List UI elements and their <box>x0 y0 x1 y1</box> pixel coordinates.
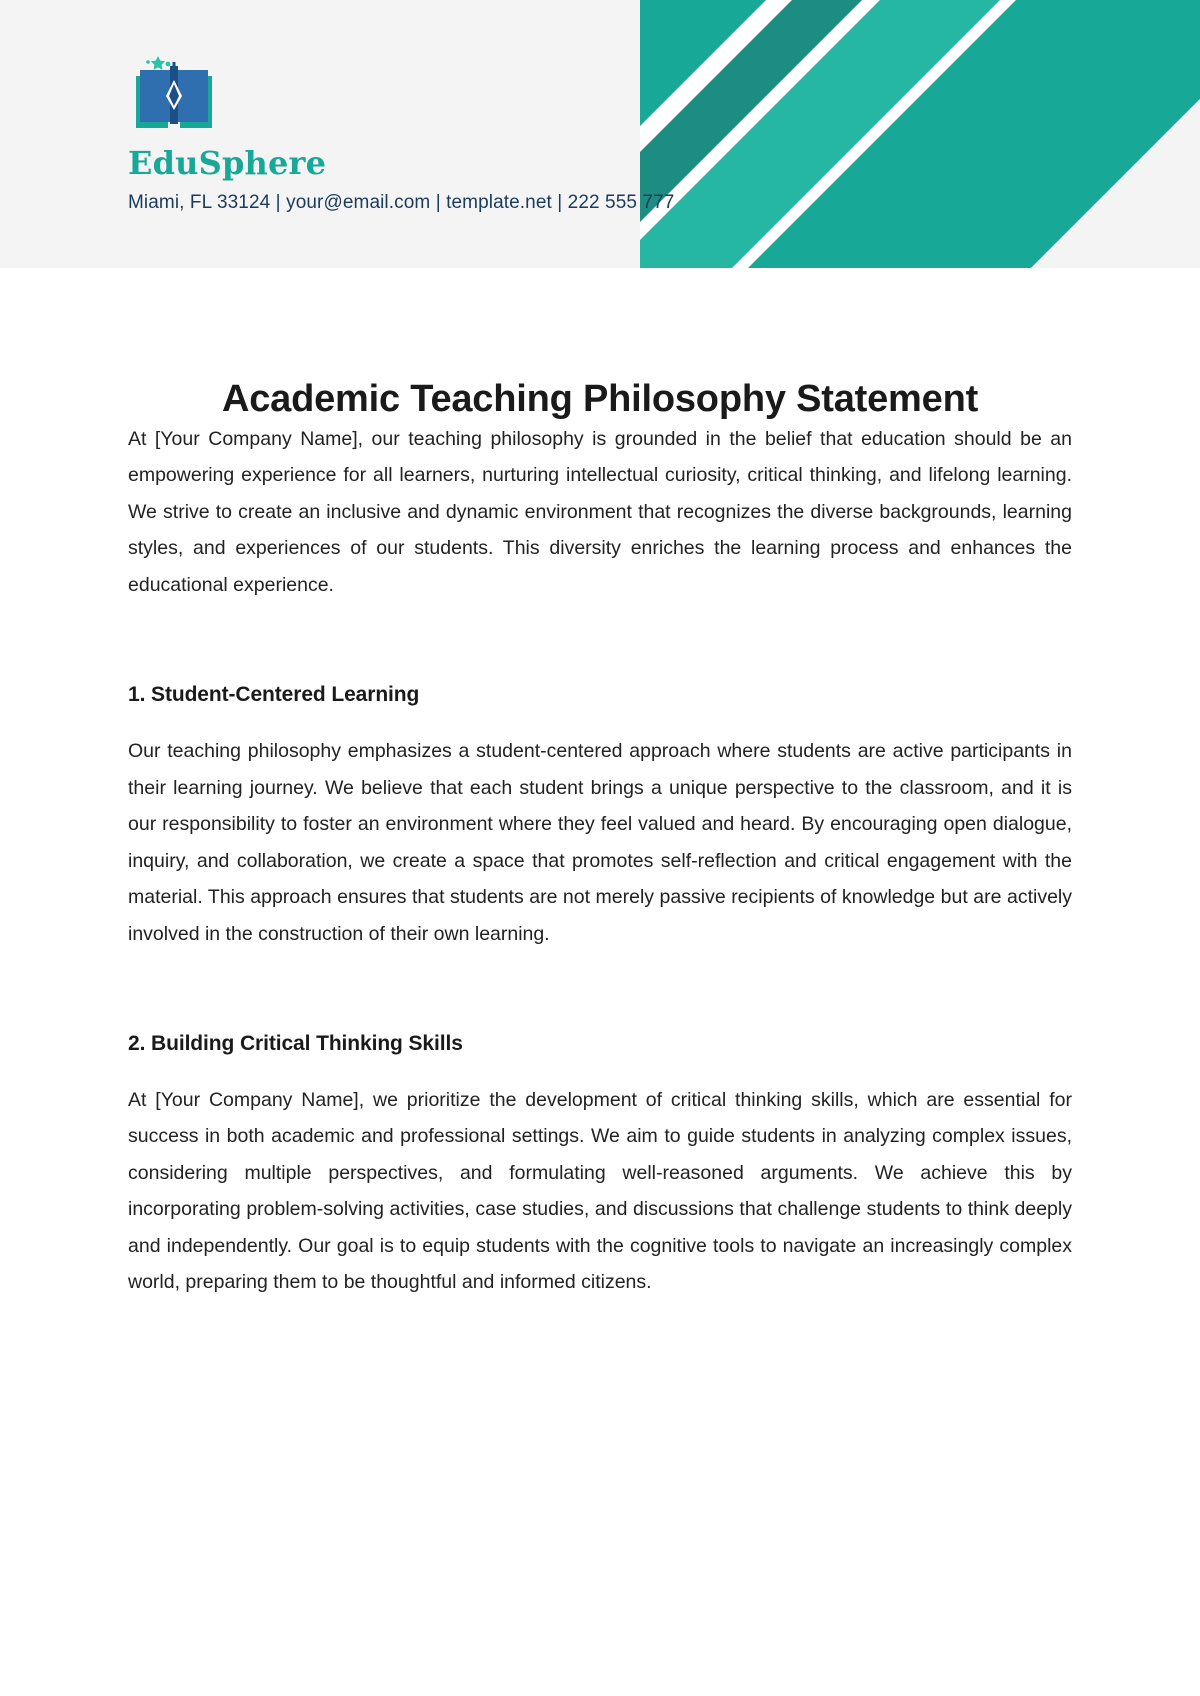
intro-paragraph: At [Your Company Name], our teaching philosophy is grounded in the belief that education should be an empowering experience for all learners, nurturing intellectual curiosity, critical thinking, and lifelong learning. We strive to create an inclusive and dynamic environment that recognizes the diverse backgrounds, learning styles, and experiences of our students. This diversity enriches the learning process and enhances the educational experience. <box>128 428 1072 596</box>
section-heading: 2. Building Critical Thinking Skills <box>128 1031 463 1055</box>
open-book-with-pen-icon <box>128 52 220 138</box>
brand-block <box>128 52 674 214</box>
brand-contact-line: Miami, FL 33124 | your@email.com | template.net | 222 555 777 <box>128 192 675 213</box>
section-heading: 1. Student-Centered Learning <box>128 683 420 707</box>
section-body: At [Your Company Name], we prioritize the development of critical thinking skills, which are essential for success in both academic and professional settings. We aim to guide students in analyzing complex issues, considering multiple perspectives, and formulating well-reasoned arguments. We achieve this by incorporating problem-solving activities, case studies, and discussions that challenge students to think deeply and independently. Our goal is to equip students with the cognitive tools to navigate an increasingly complex world, preparing them to be thoughtful and informed citizens. <box>128 1088 1072 1294</box>
section-building-critical-thinking-skills <box>128 1032 1072 1301</box>
page-header <box>0 0 1200 268</box>
page-title: Academic Teaching Philosophy Statement <box>221 378 979 420</box>
section-body: Our teaching philosophy emphasizes a student-centered approach where students are active participants in their learning journey. We believe that each student brings a unique perspective to the classroom, and it is our responsibility to foster an environment where they feel valued and heard. By encouraging open dialogue, inquiry, and collaboration, we create a space that promotes self-reflection and critical engagement with the material. This approach ensures that students are not merely passive recipients of knowledge but are actively involved in the construction of their own learning. <box>128 740 1072 945</box>
brand-name: EduSphere <box>128 144 327 182</box>
section-student-centered-learning <box>128 683 1072 952</box>
decorative-diagonal-stripes <box>640 0 1200 268</box>
document-body <box>0 378 1200 1301</box>
